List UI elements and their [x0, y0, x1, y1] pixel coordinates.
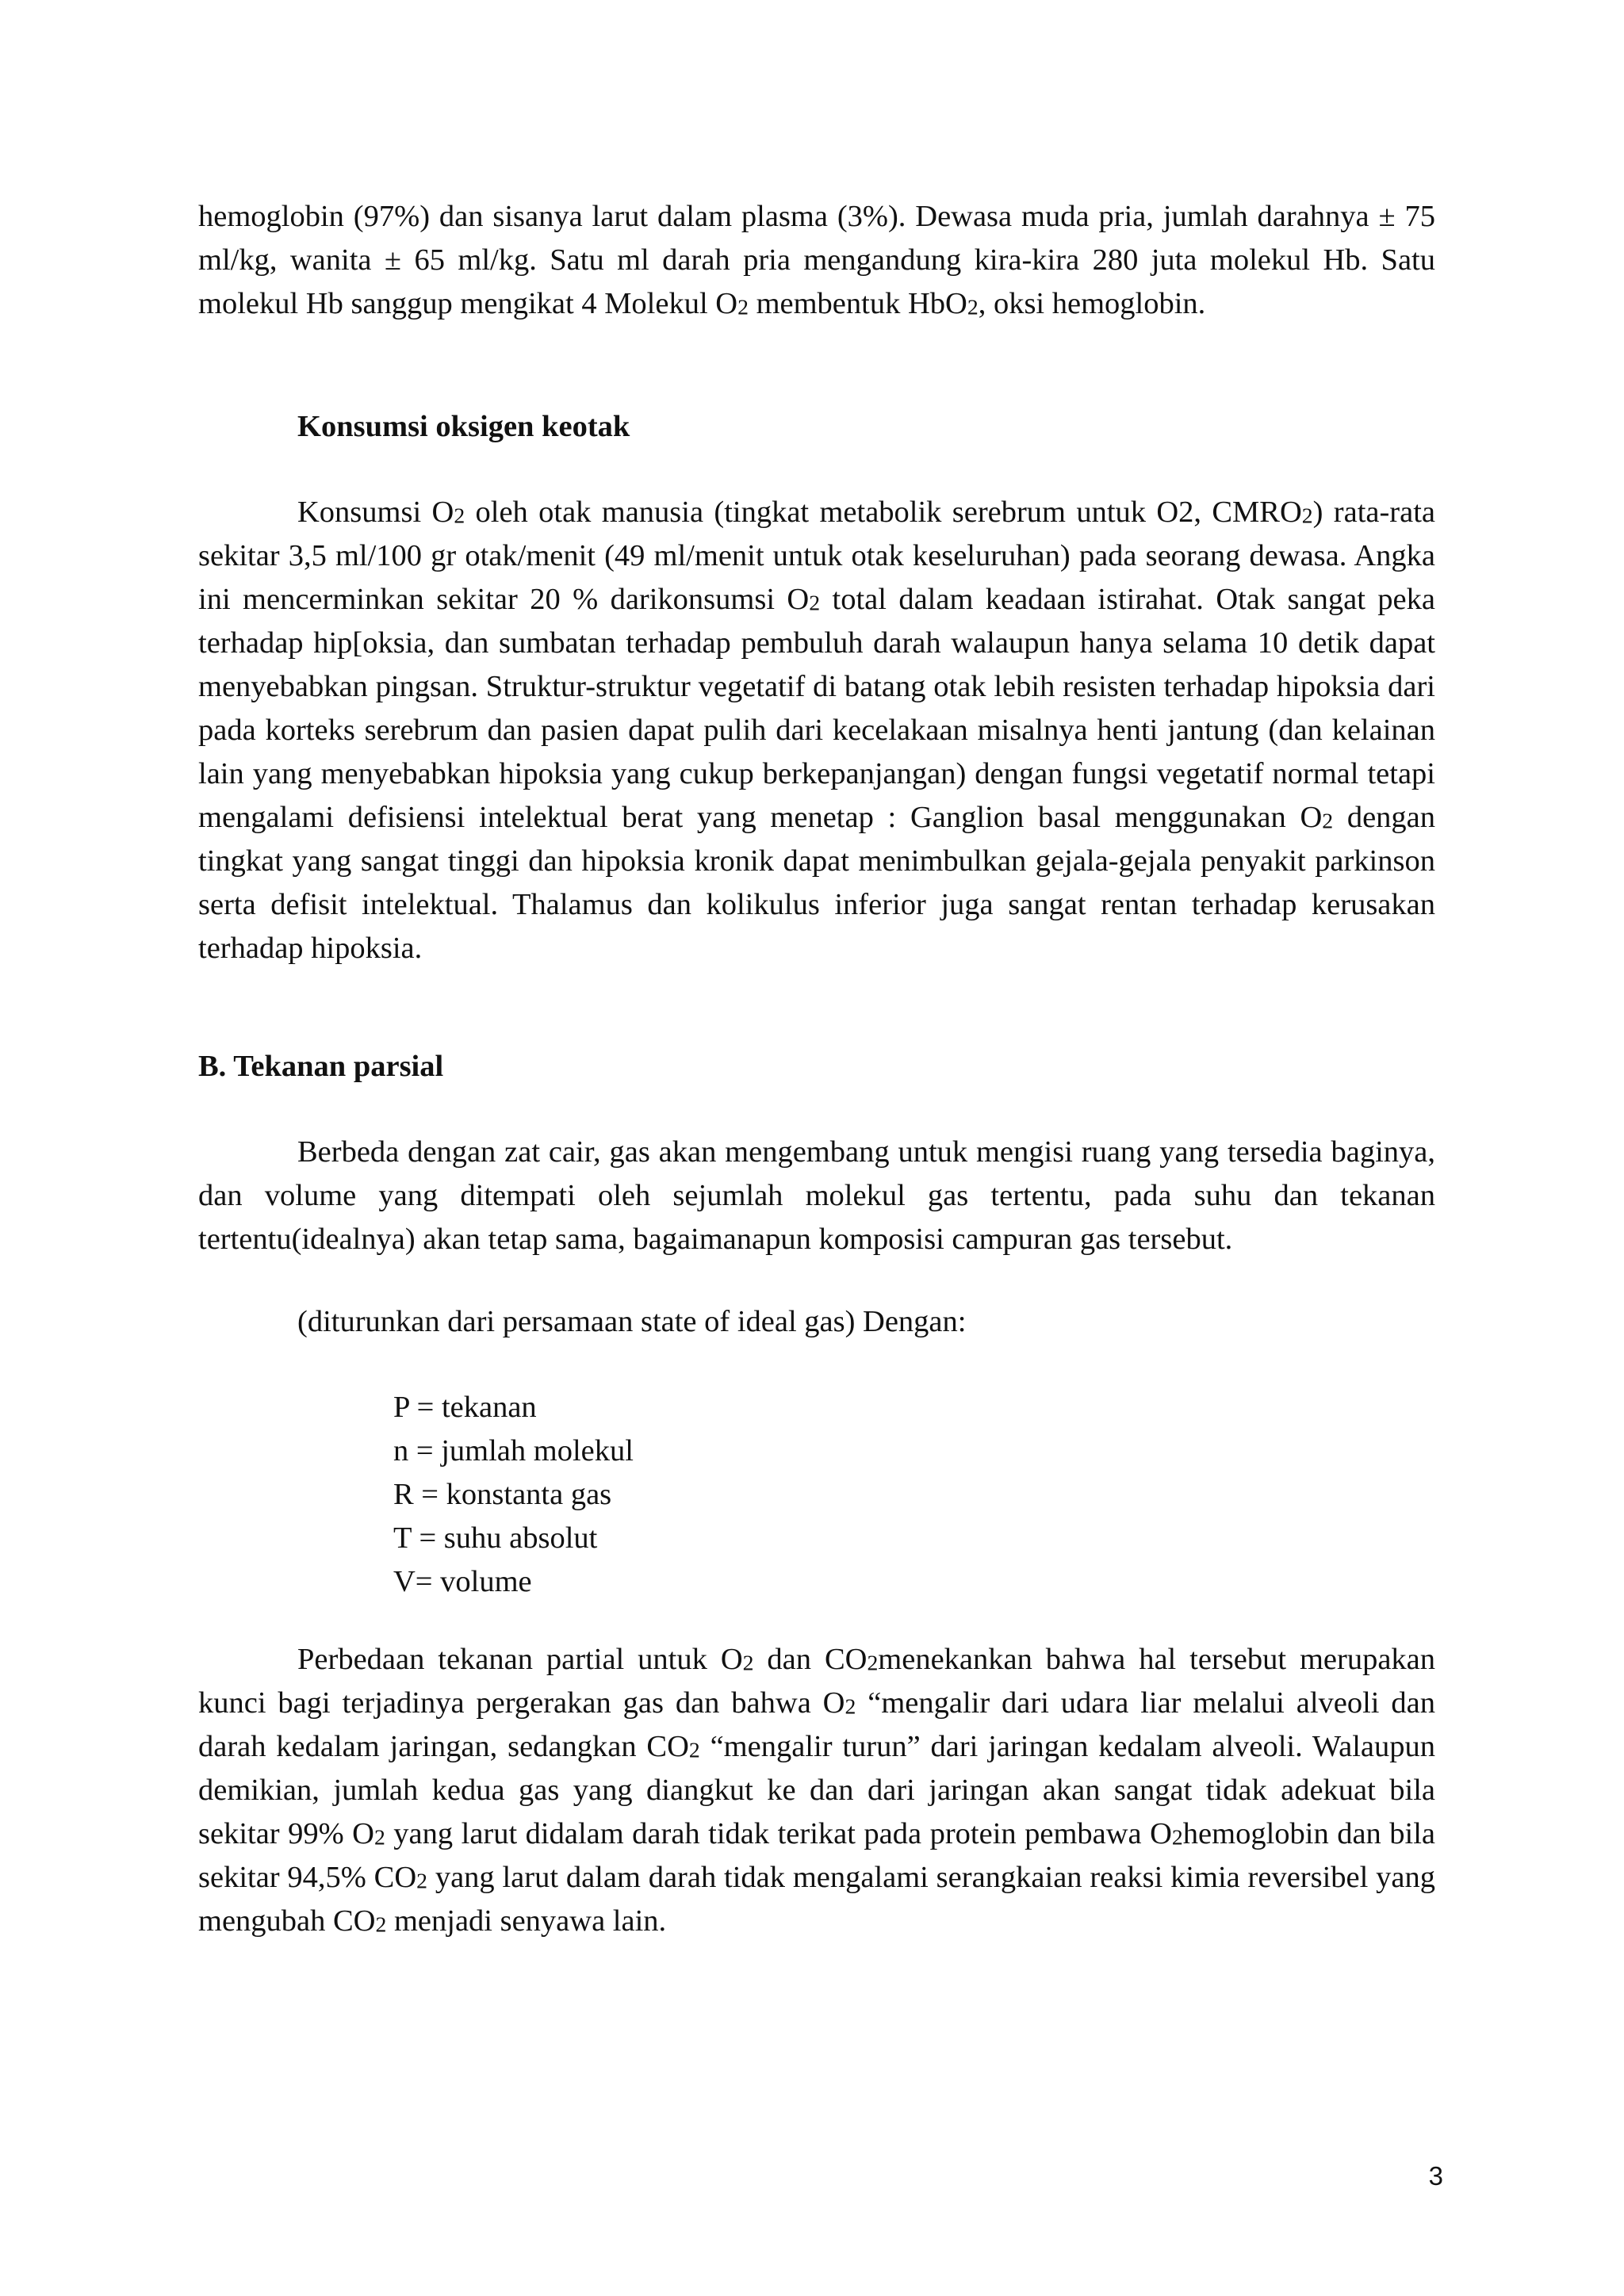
variable-definitions-list: [393, 1386, 634, 1604]
list-item: T = suhu absolut: [393, 1521, 598, 1555]
paragraph-text: Konsumsi $O_2$ oleh otak manusia (tingkat metabolik serebrum untuk O2, $CMRO_2$) rata-rata sekitar 3,5 ml/100 gr otak/menit (49 ml/menit untuk otak keseluruhan) pada seorang dewasa. Angka ini mencerminkan sekitar 20 % darikonsumsi $O_2$ total dalam keadaan istirahat. Otak sangat peka terhadap hip[oksia, dan sumbatan terhadap pembuluh darah walaupun hanya selama 10 detik dapat menyebabkan pingsan. Struktur-struktur vegetatif di batang otak lebih resisten terhadap hipoksia dari pada korteks serebrum dan pasien dapat pulih dari kecelakaan misalnya henti jantung (dan kelainan lain yang menyebabkan hipoksia yang cukup berkepanjangan) dengan fungsi vegetatif normal tetapi mengalami defisiensi intelektual berat yang menetap : Ganglion basal menggunakan $O_2$ dengan tingkat yang sangat tinggi dan hipoksia kronik dapat menimbulkan gejala-gejala penyakit parkinson serta defisit intelektual. Thalamus dan kolikulus inferior juga sangat rentan terhadap kerusakan terhadap hipoksia.: [198, 496, 1436, 965]
list-item: R = konstanta gas: [393, 1478, 612, 1511]
list-item: n = jumlah molekul: [393, 1434, 634, 1468]
paragraph-text: Perbedaan tekanan partial untuk $O_2$ dan $CO_2menekankan$ bahwa hal tersebut merupakan kunci bagi terjadinya pergerakan gas dan bahwa $O_2$ “mengalir dari udara liar melalui alveoli dan darah kedalam jaringan, sedangkan $CO_2$ “mengalir turun” dari jaringan kedalam alveoli. Walaupun demikian, jumlah kedua gas yang diangkut ke dan dari jaringan akan sangat tidak adekuat bila sekitar 99% $O_2$ yang larut didalam darah tidak terikat pada protein pembawa $O_2hemoglobin$ dan bila sekitar 94,5% $CO_2$ yang larut dalam darah tidak mengalami serangkaian reaksi kimia reversibel yang mengubah $CO_2$ menjadi senyawa lain.: [198, 1643, 1436, 1938]
paragraph-konsumsi-oksigen: [198, 491, 1435, 970]
paragraph-tekanan-partial: [198, 1638, 1435, 1943]
section-heading-konsumsi-oksigen: Konsumsi oksigen keotak: [297, 410, 630, 443]
paragraph-text: Berbeda dengan zat cair, gas akan mengembang untuk mengisi ruang yang tersedia baginya, dan volume yang ditempati oleh sejumlah molekul gas tertentu, pada suhu dan tekanan tertentu(idealnya) akan tetap sama, bagaimanapun komposisi campuran gas tersebut.: [198, 1135, 1435, 1256]
paragraph-ideal-gas-intro: (diturunkan dari persamaan state of ideal gas) Dengan:: [297, 1305, 967, 1338]
paragraph-hemoglobin: [198, 195, 1435, 326]
list-item: P = tekanan: [393, 1391, 537, 1424]
list-item: V= volume: [393, 1565, 532, 1598]
paragraph-text: hemoglobin (97%) dan sisanya larut dalam plasma (3%). Dewasa muda pria, jumlah darahnya ± 75 ml/kg, wanita ± 65 ml/kg. Satu ml darah pria mengandung kira-kira 280 juta molekul Hb. Satu molekul Hb sanggup mengikat 4 Molekul $O_2$ membentuk HbO$_2$, oksi hemoglobin.: [198, 200, 1435, 320]
page-number: 3: [1428, 2161, 1443, 2191]
paragraph-gas-volume: [198, 1131, 1435, 1261]
section-heading-tekanan-parsial: B. Tekanan parsial: [198, 1050, 444, 1083]
